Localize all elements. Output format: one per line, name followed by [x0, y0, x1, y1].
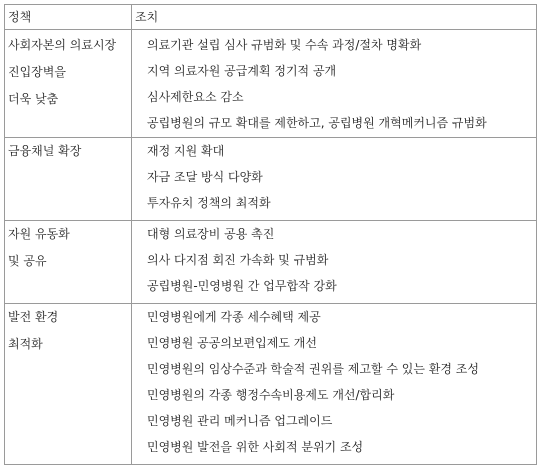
policy-cell [5, 304, 132, 465]
measure-item: 자금 조달 방식 다양화 [147, 170, 263, 184]
measure-item: 민영병원의 각종 행정수속비용제도 개선/합리화 [147, 388, 395, 402]
policy-cell [5, 221, 132, 304]
table-row [5, 30, 537, 138]
measures-cell [132, 30, 537, 138]
policy-cell [5, 138, 132, 221]
measure-item: 의료기관 설립 심사 규범화 및 수속 과정/절차 명확화 [147, 38, 422, 52]
measure-item: 민영병원에게 각종 세수혜택 제공 [147, 310, 321, 324]
table-row [5, 304, 537, 465]
header-policy: 정책 [5, 5, 132, 30]
measure-item: 투자유치 정책의 최적화 [147, 196, 271, 210]
table-row [5, 221, 537, 304]
measure-item: 민영병원 공공의보편입제도 개선 [147, 336, 317, 350]
policy-line: 및 공유 [8, 254, 47, 268]
measure-item: 공립병원의 규모 확대를 제한하고, 공립병원 개혁메커니즘 규범화 [147, 116, 487, 130]
policy-table [4, 4, 537, 465]
measure-item: 공립병원-민영병원 간 업무합작 강화 [147, 279, 337, 293]
measure-item: 민영병원 관리 메커니즘 업그레이드 [147, 414, 333, 428]
measure-item: 지역 의료자원 공급계획 정기적 공개 [147, 64, 337, 78]
measure-item: 재정 지원 확대 [147, 144, 225, 158]
policy-line: 발전 환경 [8, 310, 59, 324]
policy-line: 더욱 낮춤 [8, 92, 59, 106]
measures-cell [132, 221, 537, 304]
measure-item: 대형 의료장비 공용 촉진 [147, 227, 275, 241]
policy-line: 진입장벽을 [8, 65, 66, 79]
policy-line: 금융채널 확장 [8, 144, 82, 158]
measure-item: 민영병원 발전을 위한 사회적 분위기 조성 [147, 440, 364, 454]
measures-cell [132, 138, 537, 221]
policy-line: 사회자본의 의료시장 [8, 38, 117, 52]
table-row [5, 138, 537, 221]
policy-line: 자원 유동화 [8, 227, 70, 241]
table-header-row [5, 5, 537, 30]
measures-cell [132, 304, 537, 465]
measure-item: 의사 다지점 회진 가속화 및 규범화 [147, 253, 329, 267]
measure-item: 민영병원의 임상수준과 학술적 권위를 제고할 수 있는 환경 조성 [147, 362, 479, 376]
policy-line: 최적화 [8, 337, 43, 351]
policy-cell [5, 30, 132, 138]
header-measures: 조치 [132, 5, 537, 30]
measure-item: 심사제한요소 감소 [147, 90, 244, 104]
